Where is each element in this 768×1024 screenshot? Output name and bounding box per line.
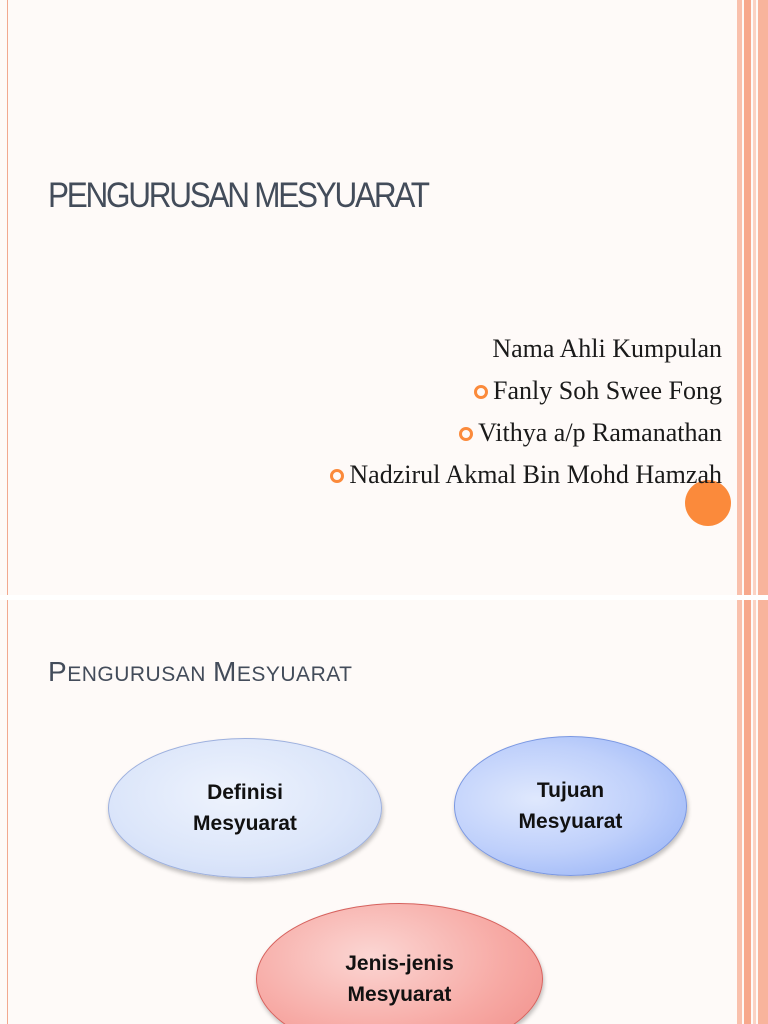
slide-2: [0, 600, 768, 1024]
ring-bullet-icon: [330, 469, 344, 483]
member-name: Nadzirul Akmal Bin Mohd Hamzah: [349, 460, 722, 489]
right-stripe: [753, 0, 756, 595]
right-stripe: [737, 600, 742, 1024]
ring-bullet-icon: [459, 427, 473, 441]
left-border-line: [7, 0, 8, 595]
right-stripe: [753, 600, 756, 1024]
member-name: Vithya a/p Ramanathan: [478, 418, 722, 447]
left-border-line: [7, 600, 8, 1024]
title-initial: M: [213, 656, 237, 687]
ellipse-tujuan-mesyuarat: [454, 736, 687, 876]
ellipse-definisi-mesyuarat: [108, 738, 382, 878]
ellipse-jenis-jenis-mesyuarat: [256, 903, 543, 1024]
title-initial: P: [48, 656, 68, 687]
ellipse-label: Jenis-jenis: [345, 952, 454, 975]
right-stripe: [758, 600, 768, 1024]
member-item: [202, 412, 722, 454]
member-name: Fanly Soh Swee Fong: [493, 376, 722, 405]
title-rest: ENGURUSAN: [67, 663, 206, 686]
ring-bullet-icon: [474, 385, 488, 399]
ellipse-label: Mesyuarat: [518, 810, 623, 833]
ellipse-label: Mesyuarat: [347, 983, 452, 1006]
member-item: [202, 370, 722, 412]
member-item: [202, 454, 722, 496]
slide-1-title: PENGURUSAN MESYUARAT: [48, 176, 428, 215]
slide-2-title: [48, 656, 353, 688]
right-stripe: [744, 600, 751, 1024]
member-list-heading: Nama Ahli Kumpulan: [492, 334, 722, 363]
ellipse-label: Tujuan: [536, 779, 605, 802]
title-rest: ESYUARAT: [236, 663, 353, 686]
ellipse-label: Mesyuarat: [193, 812, 297, 835]
member-list: [202, 328, 722, 496]
ellipse-label: Definisi: [207, 781, 283, 804]
right-stripe: [737, 0, 742, 595]
right-stripe: [744, 0, 751, 595]
right-stripe: [758, 0, 768, 595]
